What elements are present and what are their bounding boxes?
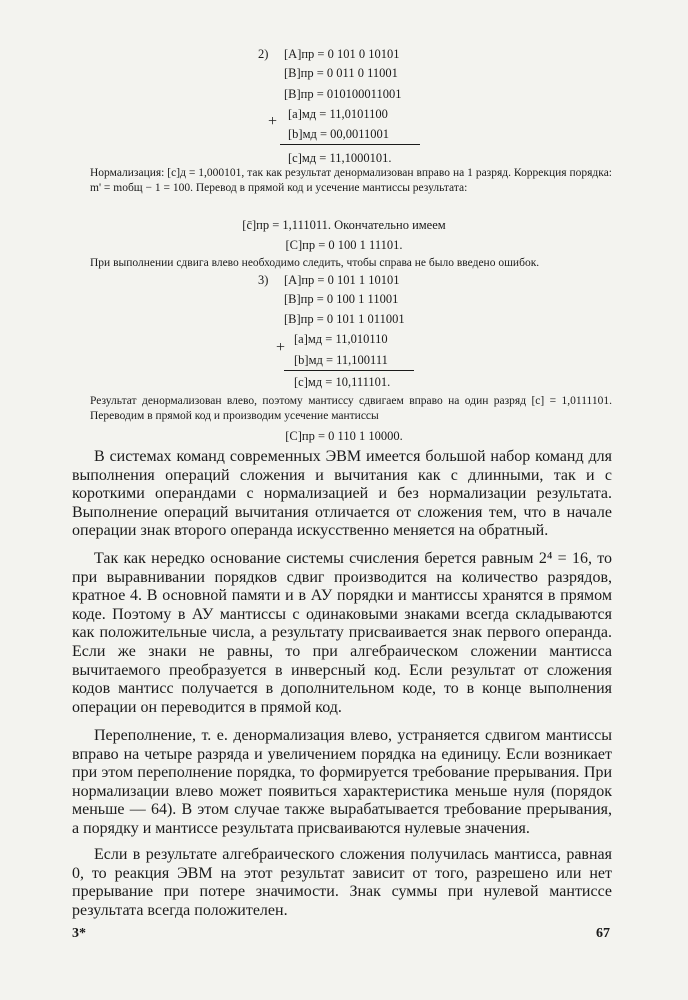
- block2-label: 2): [258, 47, 269, 61]
- paragraph-overflow: Переполнение, т. е. денормализация влево, устраняется сдвигом мантиссы вправо на четыре разряда и увеличением порядка на единицу. Если возникает при этом переполнение порядка, то формируется требование прерывания. При нормализации влево может появиться характеристика меньше нуля (порядок меньше — 64). В этом случае также вырабатывается требование прерывания, а порядку и мантиссе результата присваиваются нулевые значения.: [72, 727, 612, 837]
- block2-sum-rule: [280, 144, 420, 145]
- paragraph-zero-mantissa: Если в результате алгебраического сложения получилась мантисса, равная 0, то реакция ЭВМ на этот результат зависит от того, разрешено или нет прерывание при потере значимости. Знак суммы при нулевой мантиссе результата всегда положителен.: [72, 846, 612, 919]
- block2-plus-sign: +: [268, 113, 278, 130]
- paragraph-commands: В системах команд современных ЭВМ имеется большой набор команд для выполнения операций сложения и вычитания как с длинными, так и с короткими операндами с нормализацией и без нормализации результата. Выполнение операций вычитания отличается от сложения тем, что в начале операции знак второго операнда искусственно меняется на обратный.: [72, 448, 612, 540]
- paragraph-base: Так как нередко основание системы счисления берется равным 2⁴ = 16, то при выравнивании порядков сдвиг производится на количество разрядов, кратное 4. В основной памяти и в АУ порядки и мантиссы хранятся в прямом коде. Поэтому в АУ мантиссы с одинаковыми знаками всегда складываются как положительные числа, а результату присваивается знак первого операнда. Если же знаки не равны, то при алгебраическом сложении мантисса вычитаемого преобразуется в инверсный код. Если результат от сложения кодов мантисс получается в дополнительном коде, то в конце выполнения операции он переводится в прямой код.: [72, 550, 612, 716]
- block2-line-mant-b: [b]мд = 00,0011001: [288, 127, 390, 141]
- block2-line-mant-a: [a]мд = 11,0101100: [288, 107, 388, 121]
- result3-text: Результат денормализован влево, поэтому мантиссу сдвигаем вправо на один разряд [c] = 1,0111101. Переводим в прямой код и производим усечение мантиссы: [90, 395, 612, 422]
- page-number: 67: [596, 926, 610, 941]
- block3-line-b: [B]пр = 0 100 1 11001: [284, 292, 399, 306]
- block3-line-b-inv: [B]пр = 0 101 1 011001: [284, 312, 405, 326]
- block2-line-b: [B]пр = 0 011 0 11001: [284, 66, 398, 80]
- shift-note: При выполнении сдвига влево необходимо следить, чтобы справа не было введено ошибок.: [90, 257, 540, 269]
- signature-mark: 3*: [72, 926, 86, 941]
- block3-line-mant-b: [b]мд = 11,100111: [294, 353, 388, 367]
- block3-label: 3): [258, 273, 269, 287]
- block3-sum-rule: [284, 370, 414, 371]
- block3-plus-sign: +: [276, 339, 286, 356]
- normalization-eq2: [C]пр = 0 100 1 11101.: [285, 238, 403, 252]
- block3-line-sum: [c]мд = 10,111101.: [294, 375, 391, 389]
- block2-line-sum: [c]мд = 11,1000101.: [288, 151, 392, 165]
- block3-line-a: [A]пр = 0 101 1 10101: [284, 273, 400, 287]
- normalization-eq1: [c̄]пр = 1,111011. Окончательно имеем: [242, 218, 446, 232]
- block3-line-mant-a: [a]мд = 11,010110: [294, 332, 388, 346]
- block2-line-a: [A]пр = 0 101 0 10101: [284, 47, 400, 61]
- result3-eq: [C]пр = 0 110 1 10000.: [285, 429, 403, 443]
- normalization-text: Нормализация: [c]д = 1,000101, так как результат денормализован вправо на 1 разряд. Коррекция порядка: m' = mобщ − 1 = 100. Перевод в прямой код и усечение мантиссы результата:: [90, 167, 612, 194]
- block2-line-b-inv: [B]пр = 010100011001: [284, 87, 402, 101]
